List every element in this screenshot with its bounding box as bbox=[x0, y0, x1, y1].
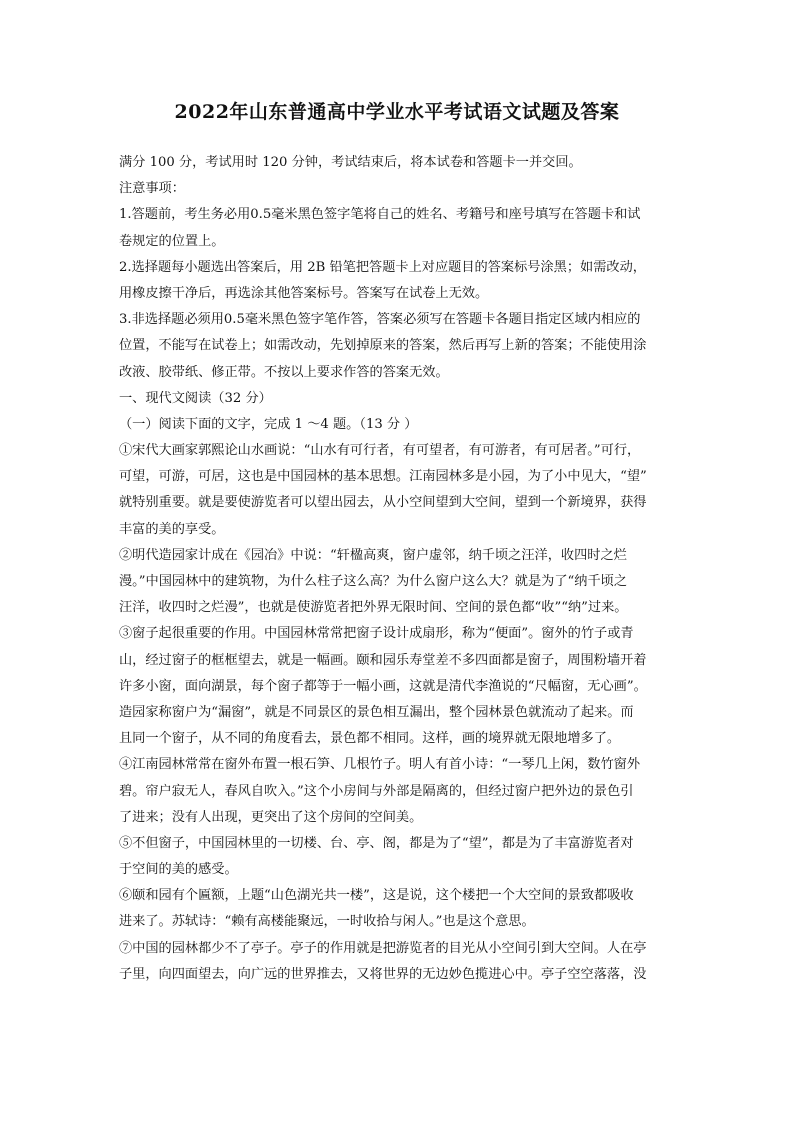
text-line: 1.答题前，考生务必用0.5毫米黑色签字笔将自己的姓名、考籍号和座号填写在答题卡和试 bbox=[119, 207, 641, 223]
text-line: 卷规定的位置上。 bbox=[119, 233, 225, 249]
document-body bbox=[119, 150, 675, 988]
text-line: 造园家称窗户为“漏窗”，就是不同景区的景色相互漏出，整个园林景色就流动了起来。而 bbox=[119, 704, 634, 720]
text-line: ⑦中国的园林都少不了亭子。亭子的作用就是把游览者的目光从小空间引到大空间。人在亭 bbox=[119, 940, 647, 956]
text-line: 了进来；没有人出现，更突出了这个房间的空间美。 bbox=[119, 809, 423, 825]
document-title: 2022年山东普通高中学业水平考试语文试题及答案 bbox=[174, 101, 620, 123]
text-line: 注意事项： bbox=[119, 181, 185, 197]
text-line: 3.非选择题必须用0.5毫米黑色签字笔作答，答案必须写在答题卡各题目指定区域内相应的 bbox=[119, 312, 641, 328]
text-line: 丰富的美的享受。 bbox=[119, 521, 225, 537]
text-line: ⑤不但窗子，中国园林里的一切楼、台、亭、阁，都是为了“望”，都是为了丰富游览者对 bbox=[119, 835, 634, 851]
text-line: 用橡皮擦干净后，再选涂其他答案标号。答案写在试卷上无效。 bbox=[119, 285, 489, 301]
text-line: 进来了。苏轼诗：“赖有高楼能聚远，一时收拾与闲人。”也是这个意思。 bbox=[119, 914, 535, 930]
text-line: 于空间的美的感受。 bbox=[119, 862, 238, 878]
text-line: 可望，可游，可居，这也是中国园林的基本思想。江南园林多是小园，为了小中见大，“望” bbox=[119, 469, 647, 485]
text-line: 子里，向四面望去，向广远的世界推去，又将世界的无边妙色揽进心中。亭子空空落落，没 bbox=[119, 966, 647, 982]
text-line: 一、现代文阅读（32 分） bbox=[119, 390, 272, 406]
text-line: ①宋代大画家郭熙论山水画说：“山水有可行者，有可望者，有可游者，有可居者。”可行， bbox=[119, 443, 641, 459]
text-line: 汪洋，收四时之烂漫”，也就是使游览者把外界无限时间、空间的景色都“收”“纳”过来。 bbox=[119, 600, 628, 616]
text-line: 改液、胶带纸、修正带。不按以上要求作答的答案无效。 bbox=[119, 364, 449, 380]
text-line: 位置，不能写在试卷上；如需改动，先划掉原来的答案，然后再写上新的答案；不能使用涂 bbox=[119, 338, 647, 354]
text-line: ④江南园林常常在窗外布置一根石笋、几根竹子。明人有首小诗：“一琴几上闲，数竹窗外 bbox=[119, 757, 641, 773]
text-line: 就特别重要。就是要使游览者可以望出园去，从小空间望到大空间，望到一个新境界，获得 bbox=[119, 495, 647, 511]
text-line: 漫。”中国园林中的建筑物，为什么柱子这么高？为什么窗户这么大？就是为了“纳千顷之 bbox=[119, 574, 628, 589]
text-line: 2.选择题每小题选出答案后，用 2B 铅笔把答题卡上对应题目的答案标号涂黑；如需改动， bbox=[119, 259, 646, 275]
text-line: （一）阅读下面的文字，完成 1 ～4 题。（13 分 ） bbox=[119, 416, 418, 432]
text-line: ⑥颐和园有个匾额，上题“山色湖光共一楼”，这是说，这个楼把一个大空间的景致都吸收 bbox=[119, 888, 634, 904]
text-line: 且同一个窗子，从不同的角度看去，景色都不相同。这样，画的境界就无限地增多了。 bbox=[119, 731, 621, 747]
text-line: 满分 100 分，考试用时 120 分钟，考试结束后，将本试卷和答题卡一并交回。 bbox=[119, 155, 582, 170]
text-line: 许多小窗，面向湖景，每个窗子都等于一幅小画，这就是清代李渔说的“尺幅窗，无心画”。 bbox=[119, 678, 647, 694]
text-line: 碧。帘户寂无人，春风自吹入。”这个小房间与外部是隔离的，但经过窗户把外边的景色引 bbox=[119, 783, 634, 799]
text-line: ③窗子起很重要的作用。中国园林常常把窗子设计成扇形，称为“便面”。窗外的竹子或青 bbox=[119, 626, 634, 642]
text-line: 山，经过窗子的框框望去，就是一幅画。颐和园乐寿堂差不多四面都是窗子，周围粉墙开着 bbox=[119, 652, 647, 668]
text-line: ②明代造园家计成在《园冶》中说：“轩楹高爽，窗户虚邻，纳千顷之汪洋，收四时之烂 bbox=[119, 547, 627, 563]
